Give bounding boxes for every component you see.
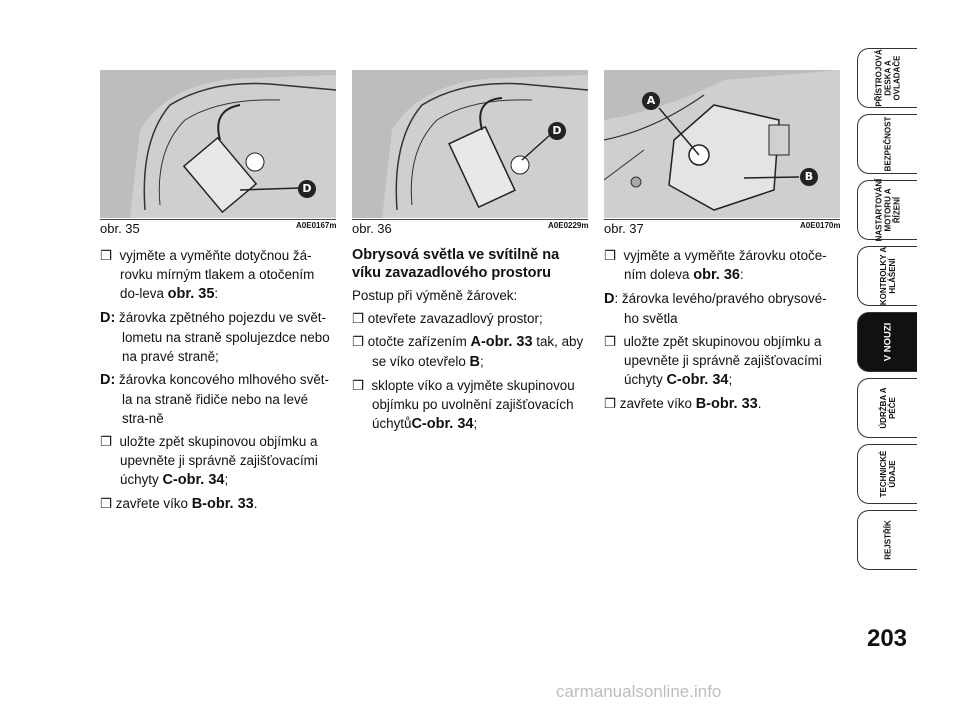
tab-label: V NOUZI bbox=[882, 322, 893, 362]
description-paragraph bbox=[100, 370, 336, 428]
callout-d-marker: D bbox=[548, 122, 566, 140]
figure-36-caption: obr. 36 bbox=[352, 221, 392, 236]
checkbox-bullet-icon: ❐ bbox=[604, 396, 617, 411]
figure-ref: B-obr. 33 bbox=[695, 396, 758, 412]
tab-label: NASTARTOVÁNÍ MOTORU A ŘÍZENÍ bbox=[874, 178, 901, 242]
text-column-1 bbox=[100, 246, 336, 518]
tab-label: ÚDRŽBA A PÉČE bbox=[878, 387, 897, 429]
chapter-tabs bbox=[857, 48, 917, 576]
tab-kontrolky[interactable] bbox=[857, 246, 917, 306]
description-text: žárovka zpětného pojezdu ve svět-lometu na straně spolujezdce nebo na pravé straně; bbox=[119, 310, 330, 364]
checkbox-bullet-icon: ❐ bbox=[100, 434, 113, 449]
figure-ref: B-obr. 33 bbox=[191, 496, 254, 512]
figure-ref: obr. 35 bbox=[167, 286, 215, 302]
description-text: žárovka koncového mlhového svět-la na straně řidiče nebo na levé stra-ně bbox=[119, 372, 329, 426]
intro-text: Postup při výměně žárovek: bbox=[352, 288, 518, 303]
checkbox-bullet-icon: ❐ bbox=[352, 311, 365, 326]
checkbox-bullet-icon: ❐ bbox=[100, 496, 113, 511]
callout-b-marker: B bbox=[800, 168, 818, 186]
step-text: uložte zpět skupinovou objímku a upevněte ji správně zajišťovacími úchyty bbox=[119, 434, 318, 487]
figure-35 bbox=[100, 70, 336, 218]
label-d: D bbox=[604, 291, 615, 307]
step-text: otevřete zavazadlový prostor; bbox=[367, 311, 543, 326]
tab-technicke-udaje[interactable] bbox=[857, 444, 917, 504]
figure-ref: A-obr. 33 bbox=[470, 334, 533, 350]
step-paragraph: ❐ otočte zařízením A-obr. 33 tak, aby se víko otevřelo B; bbox=[352, 334, 584, 370]
figure-37-code: A0E0170m bbox=[800, 221, 841, 230]
figure-37-rule bbox=[604, 219, 840, 220]
step-paragraph: ❐ vyjměte a vyměňte dotyčnou žá-rovku mírným tlakem a otočením do-leva obr. 35: bbox=[100, 248, 315, 302]
figure-37-illustration bbox=[604, 70, 840, 218]
tab-label: REJSTŘÍK bbox=[883, 520, 892, 560]
description-paragraph bbox=[604, 289, 840, 328]
text-column-2 bbox=[352, 246, 588, 438]
description-paragraph bbox=[100, 308, 336, 366]
tab-label: KONTROLKY A HLÁŠENÍ bbox=[878, 246, 897, 306]
tab-v-nouzi[interactable] bbox=[857, 312, 917, 372]
checkbox-bullet-icon: ❐ bbox=[604, 334, 617, 349]
watermark: carmanualsonline.info bbox=[556, 682, 722, 701]
checkbox-bullet-icon: ❐ bbox=[604, 248, 617, 263]
tab-label: PŘÍSTROJOVÁ DESKA A OVLADAČE bbox=[874, 49, 901, 107]
step-text: sklopte víko a vyjměte skupinovou objímku po uvolnění zajišťovacích úchytů bbox=[371, 378, 575, 431]
step-text: uložte zpět skupinovou objímku a upevněte ji správně zajišťovacími úchyty bbox=[623, 334, 822, 387]
step-paragraph: ❐ uložte zpět skupinovou objímku a upevněte ji správně zajišťovacími úchyty C-obr. 34; bbox=[604, 334, 822, 388]
step-paragraph: ❐ sklopte víko a vyjměte skupinovou objímku po uvolnění zajišťovacích úchytůC-obr. 34; bbox=[352, 378, 575, 432]
figure-36-illustration bbox=[352, 70, 588, 218]
step-paragraph: ❐ zavřete víko B-obr. 33. bbox=[604, 396, 762, 412]
figure-35-code: A0E0167m bbox=[296, 221, 337, 230]
tab-nastartovani[interactable] bbox=[857, 180, 917, 240]
callout-d-marker: D bbox=[298, 180, 316, 198]
figure-ref: obr. 36 bbox=[693, 267, 740, 283]
label-d: D: bbox=[100, 372, 116, 388]
figure-ref: C-obr. 34 bbox=[411, 416, 474, 432]
tab-bezpecnost[interactable] bbox=[857, 114, 917, 174]
figure-37 bbox=[604, 70, 840, 218]
label-d: D: bbox=[100, 310, 116, 326]
checkbox-bullet-icon: ❐ bbox=[352, 378, 365, 393]
checkbox-bullet-icon: ❐ bbox=[100, 248, 113, 263]
text-column-3 bbox=[604, 246, 840, 418]
tab-label: BEZPEČNOST bbox=[883, 116, 892, 172]
tab-pristrojova-deska[interactable] bbox=[857, 48, 917, 108]
figure-37-caption: obr. 37 bbox=[604, 221, 644, 236]
description-text: : žárovka levého/pravého obrysové-ho světla bbox=[614, 291, 827, 326]
step-text: otočte zařízením bbox=[367, 334, 467, 349]
page-number: 203 bbox=[866, 625, 908, 652]
figure-35-rule bbox=[100, 219, 336, 220]
figure-ref: C-obr. 34 bbox=[666, 372, 729, 388]
figure-36 bbox=[352, 70, 588, 218]
step-text: tak, aby se víko otevřelo bbox=[372, 334, 584, 369]
step-text: zavřete víko bbox=[115, 496, 188, 511]
section-heading: Obrysová světla ve svítilně na víku zavazadlového prostoru bbox=[352, 247, 560, 281]
tab-rejstrik[interactable] bbox=[857, 510, 917, 570]
tab-udrzba[interactable] bbox=[857, 378, 917, 438]
step-paragraph: ❐ uložte zpět skupinovou objímku a upevněte ji správně zajišťovacími úchyty C-obr. 34; bbox=[100, 434, 318, 488]
label-b: B bbox=[469, 354, 480, 370]
step-text: zavřete víko bbox=[619, 396, 692, 411]
figure-35-caption: obr. 35 bbox=[100, 221, 140, 236]
tab-label: TECHNICKÉ ÚDAJE bbox=[878, 450, 897, 498]
checkbox-bullet-icon: ❐ bbox=[352, 334, 365, 349]
step-paragraph: ❐ vyjměte a vyměňte žárovku otoče-ním doleva obr. 36: bbox=[604, 248, 827, 283]
step-paragraph: ❐ zavřete víko B-obr. 33. bbox=[100, 496, 258, 512]
step-text: vyjměte a vyměňte dotyčnou žá-rovku mírným tlakem a otočením do-leva bbox=[119, 248, 315, 301]
step-paragraph bbox=[352, 309, 588, 328]
callout-a-marker: A bbox=[642, 92, 660, 110]
figure-36-code: A0E0229m bbox=[548, 221, 589, 230]
figure-36-rule bbox=[352, 219, 588, 220]
step-text: vyjměte a vyměňte žárovku otoče-ním doleva bbox=[623, 248, 827, 282]
figure-ref: C-obr. 34 bbox=[162, 472, 225, 488]
